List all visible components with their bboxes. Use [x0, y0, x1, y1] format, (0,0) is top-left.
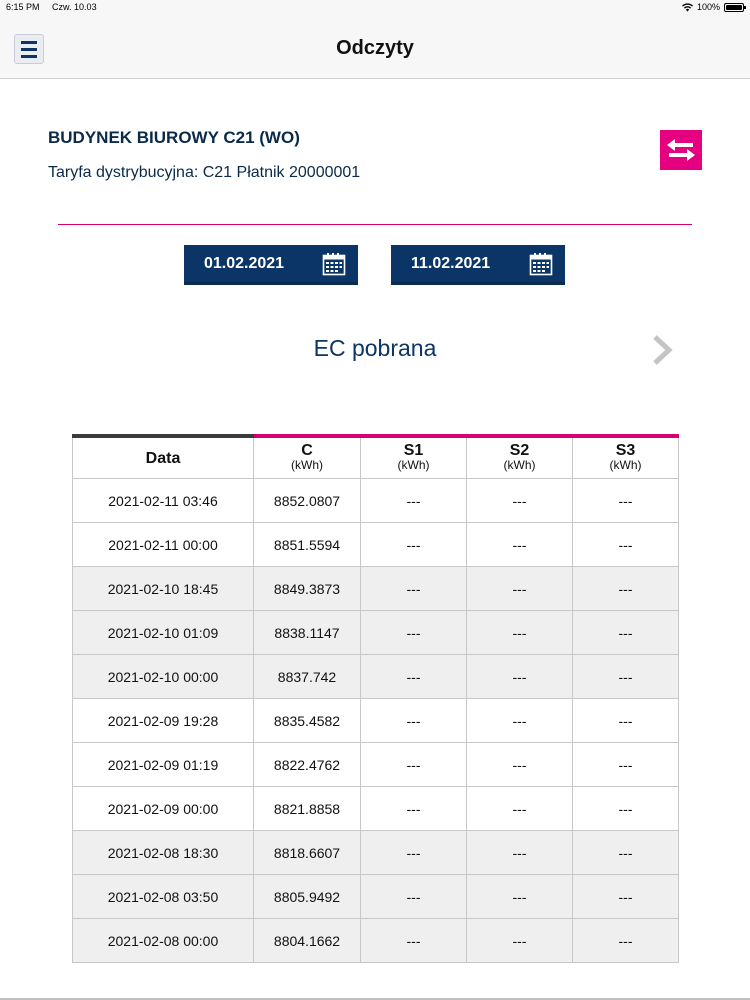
table-row	[73, 875, 679, 919]
column-header-s1: S1 (kWh)	[361, 436, 467, 479]
column-header-date: Data	[73, 436, 254, 479]
cell-c: 8851.5594	[254, 523, 361, 567]
cell-s3: ---	[573, 523, 679, 567]
cell-date: 2021-02-09 19:28	[73, 699, 254, 743]
cell-s2: ---	[467, 611, 573, 655]
cell-s3: ---	[573, 479, 679, 523]
chevron-right-icon[interactable]	[650, 334, 674, 366]
table-row	[73, 831, 679, 875]
battery-percent: 100%	[696, 2, 720, 12]
cell-c: 8835.4582	[254, 699, 361, 743]
calendar-icon	[322, 252, 346, 276]
tariff-info: Taryfa dystrybucyjna: C21 Płatnik 20000001	[48, 164, 361, 181]
cell-s1: ---	[361, 919, 467, 963]
table-row	[73, 699, 679, 743]
cell-s3: ---	[573, 787, 679, 831]
table-row	[73, 567, 679, 611]
date-from-button[interactable]	[184, 245, 358, 285]
wifi-icon	[682, 3, 693, 12]
swap-arrows-icon	[665, 137, 697, 163]
date-to-button[interactable]	[391, 245, 565, 285]
meter-type-title: EC pobrana	[313, 335, 437, 361]
cell-s3: ---	[573, 567, 679, 611]
date-to-label: 11.02.2021	[411, 254, 491, 272]
cell-s2: ---	[467, 875, 573, 919]
calendar-icon	[529, 252, 553, 276]
cell-s1: ---	[361, 699, 467, 743]
cell-s3: ---	[573, 831, 679, 875]
cell-date: 2021-02-11 00:00	[73, 523, 254, 567]
cell-date: 2021-02-11 03:46	[73, 479, 254, 523]
table-header-row	[73, 436, 679, 479]
status-bar	[0, 0, 750, 16]
status-date: Czw. 10.03	[52, 2, 97, 12]
cell-s3: ---	[573, 655, 679, 699]
cell-s2: ---	[467, 919, 573, 963]
cell-c: 8818.6607	[254, 831, 361, 875]
cell-c: 8852.0807	[254, 479, 361, 523]
cell-date: 2021-02-10 00:00	[73, 655, 254, 699]
cell-s3: ---	[573, 919, 679, 963]
table-row	[73, 919, 679, 963]
status-time: 6:15 PM	[6, 2, 40, 12]
cell-s3: ---	[573, 611, 679, 655]
cell-date: 2021-02-09 00:00	[73, 787, 254, 831]
table-row	[73, 787, 679, 831]
cell-s1: ---	[361, 523, 467, 567]
cell-s2: ---	[467, 523, 573, 567]
cell-date: 2021-02-08 03:50	[73, 875, 254, 919]
cell-s2: ---	[467, 743, 573, 787]
table-row	[73, 479, 679, 523]
cell-s2: ---	[467, 787, 573, 831]
date-from-label: 01.02.2021	[204, 254, 285, 272]
cell-c: 8821.8858	[254, 787, 361, 831]
page-title: Odczyty	[336, 37, 414, 59]
column-header-s2: S2 (kWh)	[467, 436, 573, 479]
cell-s2: ---	[467, 567, 573, 611]
cell-s2: ---	[467, 831, 573, 875]
cell-s1: ---	[361, 479, 467, 523]
table-row	[73, 743, 679, 787]
cell-date: 2021-02-10 18:45	[73, 567, 254, 611]
switch-location-button[interactable]	[660, 130, 702, 170]
battery-icon	[724, 3, 744, 12]
cell-s1: ---	[361, 831, 467, 875]
cell-date: 2021-02-09 01:19	[73, 743, 254, 787]
building-name: BUDYNEK BIUROWY C21 (WO)	[48, 128, 300, 147]
cell-s1: ---	[361, 611, 467, 655]
table-row	[73, 523, 679, 567]
cell-s3: ---	[573, 699, 679, 743]
column-header-s3: S3 (kWh)	[573, 436, 679, 479]
cell-c: 8822.4762	[254, 743, 361, 787]
cell-c: 8838.1147	[254, 611, 361, 655]
cell-s1: ---	[361, 743, 467, 787]
cell-s2: ---	[467, 699, 573, 743]
cell-c: 8837.742	[254, 655, 361, 699]
cell-s1: ---	[361, 787, 467, 831]
cell-c: 8804.1662	[254, 919, 361, 963]
readings-table	[72, 434, 679, 963]
cell-s3: ---	[573, 875, 679, 919]
cell-s1: ---	[361, 875, 467, 919]
cell-c: 8849.3873	[254, 567, 361, 611]
cell-date: 2021-02-08 18:30	[73, 831, 254, 875]
section-divider	[58, 224, 692, 225]
cell-s1: ---	[361, 567, 467, 611]
table-row	[73, 611, 679, 655]
cell-date: 2021-02-08 00:00	[73, 919, 254, 963]
cell-date: 2021-02-10 01:09	[73, 611, 254, 655]
column-header-c: C (kWh)	[254, 436, 361, 479]
cell-s2: ---	[467, 655, 573, 699]
cell-c: 8805.9492	[254, 875, 361, 919]
cell-s3: ---	[573, 743, 679, 787]
cell-s1: ---	[361, 655, 467, 699]
cell-s2: ---	[467, 479, 573, 523]
nav-bar	[0, 16, 750, 79]
table-row	[73, 655, 679, 699]
